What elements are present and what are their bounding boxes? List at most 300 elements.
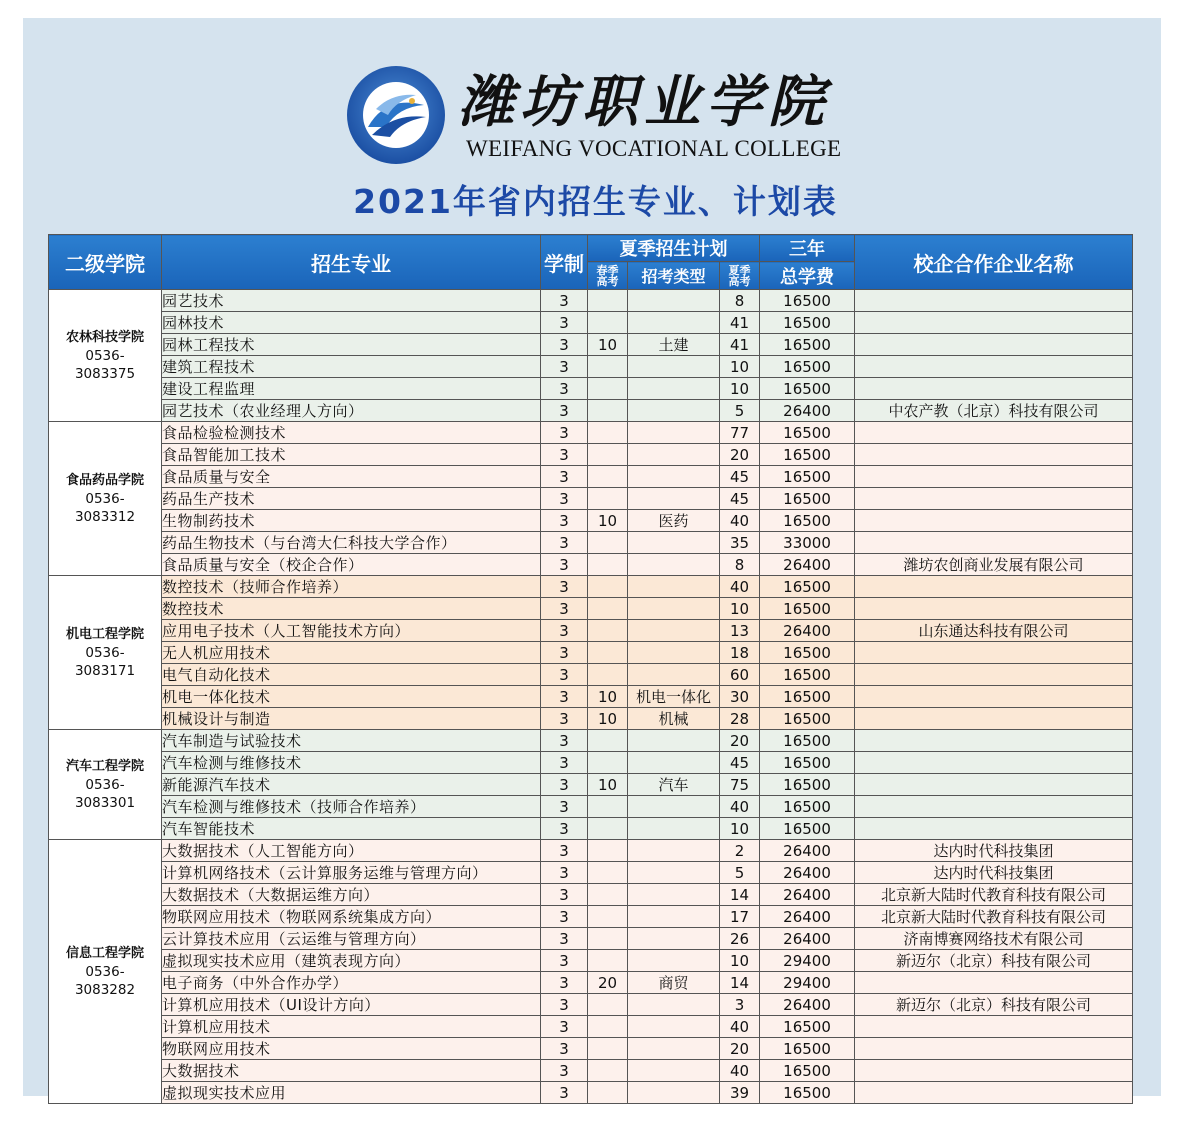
major-cell: 汽车检测与维修技术（技师合作培养） xyxy=(162,796,541,818)
summer-exam-cell: 26 xyxy=(720,928,760,950)
spring-exam-cell xyxy=(588,884,628,906)
exam-type-cell xyxy=(628,312,720,334)
table-row xyxy=(49,444,1133,466)
exam-type-cell xyxy=(628,554,720,576)
college-name: 食品药品学院 xyxy=(65,472,144,488)
duration-cell: 3 xyxy=(541,400,588,422)
exam-type-cell: 土建 xyxy=(628,334,720,356)
spring-exam-cell xyxy=(588,356,628,378)
fee-cell: 26400 xyxy=(760,994,855,1016)
table-header xyxy=(49,235,1133,290)
fee-cell: 16500 xyxy=(760,818,855,840)
spring-exam-cell: 10 xyxy=(588,708,628,730)
exam-type-cell xyxy=(628,1016,720,1038)
summer-exam-cell: 10 xyxy=(720,356,760,378)
partner-cell: 新迈尔（北京）科技有限公司 xyxy=(855,950,1133,972)
col-spring-exam-header: 春季高考 xyxy=(588,262,628,290)
fee-cell: 16500 xyxy=(760,1060,855,1082)
duration-cell: 3 xyxy=(541,730,588,752)
fee-cell: 26400 xyxy=(760,884,855,906)
col-summer-plan-header: 夏季招生计划 xyxy=(588,235,760,262)
exam-type-cell xyxy=(628,400,720,422)
summer-exam-cell: 10 xyxy=(720,598,760,620)
fee-cell: 29400 xyxy=(760,972,855,994)
duration-cell: 3 xyxy=(541,774,588,796)
table-row xyxy=(49,1060,1133,1082)
spring-exam-cell xyxy=(588,488,628,510)
major-cell: 计算机应用技术（UI设计方向） xyxy=(162,994,541,1016)
major-cell: 食品智能加工技术 xyxy=(162,444,541,466)
spring-exam-cell xyxy=(588,994,628,1016)
table-row xyxy=(49,400,1133,422)
partner-cell xyxy=(855,290,1133,312)
spring-exam-cell xyxy=(588,928,628,950)
table-row xyxy=(49,1016,1133,1038)
major-cell: 园林工程技术 xyxy=(162,334,541,356)
major-cell: 机电一体化技术 xyxy=(162,686,541,708)
college-name: 信息工程学院 xyxy=(65,945,144,961)
college-phone-number: 3083375 xyxy=(74,365,136,382)
exam-type-cell: 医药 xyxy=(628,510,720,532)
col-fee-header-line2: 总学费 xyxy=(760,262,855,290)
table-row xyxy=(49,686,1133,708)
duration-cell: 3 xyxy=(541,708,588,730)
col-major-header: 招生专业 xyxy=(162,235,541,290)
duration-cell: 3 xyxy=(541,554,588,576)
fee-cell: 26400 xyxy=(760,400,855,422)
spring-exam-cell: 10 xyxy=(588,334,628,356)
partner-cell: 潍坊农创商业发展有限公司 xyxy=(855,554,1133,576)
partner-cell xyxy=(855,356,1133,378)
major-cell: 电子商务（中外合作办学） xyxy=(162,972,541,994)
summer-exam-cell: 3 xyxy=(720,994,760,1016)
duration-cell: 3 xyxy=(541,950,588,972)
major-cell: 计算机应用技术 xyxy=(162,1016,541,1038)
summer-exam-cell: 40 xyxy=(720,796,760,818)
exam-type-cell xyxy=(628,994,720,1016)
duration-cell: 3 xyxy=(541,444,588,466)
exam-type-cell xyxy=(628,576,720,598)
major-cell: 汽车智能技术 xyxy=(162,818,541,840)
fee-cell: 26400 xyxy=(760,928,855,950)
fee-cell: 16500 xyxy=(760,488,855,510)
major-cell: 大数据技术（大数据运维方向） xyxy=(162,884,541,906)
exam-type-cell xyxy=(628,356,720,378)
spring-exam-cell xyxy=(588,730,628,752)
exam-type-cell: 机械 xyxy=(628,708,720,730)
major-cell: 园林技术 xyxy=(162,312,541,334)
table-row xyxy=(49,1038,1133,1060)
duration-cell: 3 xyxy=(541,312,588,334)
spring-exam-cell: 10 xyxy=(588,774,628,796)
table-row xyxy=(49,862,1133,884)
spring-exam-cell xyxy=(588,532,628,554)
summer-exam-cell: 18 xyxy=(720,642,760,664)
summer-exam-cell: 45 xyxy=(720,488,760,510)
summer-exam-cell: 40 xyxy=(720,576,760,598)
summer-exam-cell: 40 xyxy=(720,1060,760,1082)
partner-cell xyxy=(855,532,1133,554)
spring-exam-cell: 10 xyxy=(588,510,628,532)
fee-cell: 33000 xyxy=(760,532,855,554)
major-cell: 数控技术 xyxy=(162,598,541,620)
college-phone-number: 3083301 xyxy=(74,794,136,811)
spring-exam-cell xyxy=(588,1060,628,1082)
major-cell: 电气自动化技术 xyxy=(162,664,541,686)
partner-cell xyxy=(855,598,1133,620)
major-cell: 机械设计与制造 xyxy=(162,708,541,730)
college-phone-prefix: 0536- xyxy=(85,644,125,661)
fee-cell: 16500 xyxy=(760,774,855,796)
spring-exam-cell xyxy=(588,642,628,664)
summer-exam-cell: 10 xyxy=(720,818,760,840)
fee-cell: 16500 xyxy=(760,378,855,400)
exam-type-cell xyxy=(628,752,720,774)
table-row xyxy=(49,554,1133,576)
fee-cell: 16500 xyxy=(760,356,855,378)
college-cell xyxy=(49,422,162,576)
duration-cell: 3 xyxy=(541,620,588,642)
fee-cell: 16500 xyxy=(760,686,855,708)
major-cell: 物联网应用技术 xyxy=(162,1038,541,1060)
table-row xyxy=(49,840,1133,862)
duration-cell: 3 xyxy=(541,818,588,840)
table-row xyxy=(49,906,1133,928)
major-cell: 汽车制造与试验技术 xyxy=(162,730,541,752)
partner-cell xyxy=(855,422,1133,444)
col-exam-type-header: 招考类型 xyxy=(628,262,720,290)
fee-cell: 16500 xyxy=(760,598,855,620)
table-row xyxy=(49,290,1133,312)
college-phone-prefix: 0536- xyxy=(85,776,125,793)
summer-exam-cell: 40 xyxy=(720,510,760,532)
summer-exam-cell: 8 xyxy=(720,554,760,576)
summer-exam-cell: 41 xyxy=(720,312,760,334)
col-summer-exam-header: 夏季高考 xyxy=(720,262,760,290)
col-duration-header: 学制 xyxy=(541,235,588,290)
fee-cell: 16500 xyxy=(760,510,855,532)
spring-exam-cell xyxy=(588,466,628,488)
major-cell: 汽车检测与维修技术 xyxy=(162,752,541,774)
duration-cell: 3 xyxy=(541,972,588,994)
college-name: 机电工程学院 xyxy=(65,626,144,642)
col-fee-header-line1: 三年 xyxy=(760,235,855,262)
spring-exam-cell xyxy=(588,576,628,598)
fee-cell: 16500 xyxy=(760,334,855,356)
exam-type-cell xyxy=(628,444,720,466)
major-cell: 无人机应用技术 xyxy=(162,642,541,664)
exam-type-cell xyxy=(628,620,720,642)
partner-cell: 新迈尔（北京）科技有限公司 xyxy=(855,994,1133,1016)
summer-exam-cell: 35 xyxy=(720,532,760,554)
partner-cell xyxy=(855,752,1133,774)
duration-cell: 3 xyxy=(541,422,588,444)
partner-cell: 达内时代科技集团 xyxy=(855,840,1133,862)
summer-exam-cell: 5 xyxy=(720,862,760,884)
spring-exam-cell xyxy=(588,818,628,840)
fee-cell: 26400 xyxy=(760,906,855,928)
college-name-english: WEIFANG VOCATIONAL COLLEGE xyxy=(466,136,842,161)
table-row xyxy=(49,312,1133,334)
summer-exam-cell: 13 xyxy=(720,620,760,642)
exam-type-cell: 商贸 xyxy=(628,972,720,994)
enrollment-plan-table xyxy=(48,234,1133,1104)
duration-cell: 3 xyxy=(541,1038,588,1060)
summer-exam-cell: 10 xyxy=(720,950,760,972)
duration-cell: 3 xyxy=(541,466,588,488)
table-row xyxy=(49,818,1133,840)
exam-type-cell: 汽车 xyxy=(628,774,720,796)
spring-exam-cell xyxy=(588,1038,628,1060)
exam-type-cell xyxy=(628,906,720,928)
duration-cell: 3 xyxy=(541,488,588,510)
exam-type-cell xyxy=(628,290,720,312)
partner-cell xyxy=(855,774,1133,796)
exam-type-cell: 机电一体化 xyxy=(628,686,720,708)
major-cell: 计算机网络技术（云计算服务运维与管理方向） xyxy=(162,862,541,884)
spring-exam-cell xyxy=(588,554,628,576)
table-row xyxy=(49,620,1133,642)
college-cell xyxy=(49,576,162,730)
table-row xyxy=(49,950,1133,972)
table-body xyxy=(49,290,1133,1104)
college-phone-number: 3083282 xyxy=(74,981,136,998)
summer-exam-cell: 41 xyxy=(720,334,760,356)
table-row xyxy=(49,774,1133,796)
table-row xyxy=(49,664,1133,686)
summer-exam-cell: 30 xyxy=(720,686,760,708)
spring-exam-cell xyxy=(588,862,628,884)
college-phone-number: 3083312 xyxy=(74,508,136,525)
duration-cell: 3 xyxy=(541,884,588,906)
duration-cell: 3 xyxy=(541,686,588,708)
college-phone-number: 3083171 xyxy=(74,662,136,679)
college-logo-icon xyxy=(346,65,446,165)
summer-exam-cell: 20 xyxy=(720,730,760,752)
fee-cell: 16500 xyxy=(760,290,855,312)
fee-cell: 26400 xyxy=(760,840,855,862)
exam-type-cell xyxy=(628,642,720,664)
duration-cell: 3 xyxy=(541,1016,588,1038)
exam-type-cell xyxy=(628,884,720,906)
summer-exam-cell: 14 xyxy=(720,884,760,906)
fee-cell: 26400 xyxy=(760,620,855,642)
partner-cell xyxy=(855,686,1133,708)
fee-cell: 16500 xyxy=(760,576,855,598)
partner-cell xyxy=(855,642,1133,664)
duration-cell: 3 xyxy=(541,510,588,532)
major-cell: 虚拟现实技术应用 xyxy=(162,1082,541,1104)
summer-exam-cell: 75 xyxy=(720,774,760,796)
partner-cell xyxy=(855,730,1133,752)
college-name: 农林科技学院 xyxy=(65,329,144,345)
major-cell: 园艺技术 xyxy=(162,290,541,312)
document-title: 2021年省内招生专业、计划表 xyxy=(353,182,838,221)
table-row xyxy=(49,796,1133,818)
exam-type-cell xyxy=(628,532,720,554)
fee-cell: 16500 xyxy=(760,466,855,488)
partner-cell: 山东通达科技有限公司 xyxy=(855,620,1133,642)
spring-exam-cell xyxy=(588,796,628,818)
major-cell: 云计算技术应用（云运维与管理方向） xyxy=(162,928,541,950)
exam-type-cell xyxy=(628,1038,720,1060)
partner-cell: 北京新大陆时代教育科技有限公司 xyxy=(855,884,1133,906)
table-row xyxy=(49,1082,1133,1104)
table-row xyxy=(49,730,1133,752)
col-college-header: 二级学院 xyxy=(49,235,162,290)
duration-cell: 3 xyxy=(541,862,588,884)
exam-type-cell xyxy=(628,488,720,510)
exam-type-cell xyxy=(628,862,720,884)
college-phone-prefix: 0536- xyxy=(85,490,125,507)
summer-exam-cell: 8 xyxy=(720,290,760,312)
major-cell: 数控技术（技师合作培养） xyxy=(162,576,541,598)
fee-cell: 16500 xyxy=(760,1038,855,1060)
duration-cell: 3 xyxy=(541,840,588,862)
major-cell: 食品检验检测技术 xyxy=(162,422,541,444)
summer-exam-cell: 39 xyxy=(720,1082,760,1104)
spring-exam-cell xyxy=(588,950,628,972)
table-row xyxy=(49,708,1133,730)
duration-cell: 3 xyxy=(541,752,588,774)
college-cell xyxy=(49,730,162,840)
duration-cell: 3 xyxy=(541,1082,588,1104)
duration-cell: 3 xyxy=(541,796,588,818)
summer-exam-cell: 20 xyxy=(720,1038,760,1060)
partner-cell xyxy=(855,334,1133,356)
fee-cell: 16500 xyxy=(760,312,855,334)
college-name: 汽车工程学院 xyxy=(65,758,144,774)
fee-cell: 29400 xyxy=(760,950,855,972)
partner-cell xyxy=(855,818,1133,840)
college-cell xyxy=(49,290,162,422)
duration-cell: 3 xyxy=(541,1060,588,1082)
college-phone-prefix: 0536- xyxy=(85,347,125,364)
table-row xyxy=(49,466,1133,488)
duration-cell: 3 xyxy=(541,356,588,378)
duration-cell: 3 xyxy=(541,906,588,928)
partner-cell xyxy=(855,444,1133,466)
partner-cell: 达内时代科技集团 xyxy=(855,862,1133,884)
exam-type-cell xyxy=(628,840,720,862)
fee-cell: 16500 xyxy=(760,752,855,774)
spring-exam-cell xyxy=(588,444,628,466)
fee-cell: 26400 xyxy=(760,554,855,576)
duration-cell: 3 xyxy=(541,994,588,1016)
exam-type-cell xyxy=(628,664,720,686)
fee-cell: 16500 xyxy=(760,444,855,466)
table-row xyxy=(49,488,1133,510)
exam-type-cell xyxy=(628,818,720,840)
major-cell: 大数据技术（人工智能方向） xyxy=(162,840,541,862)
partner-cell: 北京新大陆时代教育科技有限公司 xyxy=(855,906,1133,928)
exam-type-cell xyxy=(628,1060,720,1082)
spring-exam-cell xyxy=(588,1016,628,1038)
spring-exam-cell xyxy=(588,400,628,422)
spring-exam-cell xyxy=(588,312,628,334)
partner-cell xyxy=(855,576,1133,598)
exam-type-cell xyxy=(628,598,720,620)
summer-exam-cell: 10 xyxy=(720,378,760,400)
partner-cell xyxy=(855,488,1133,510)
spring-exam-cell xyxy=(588,598,628,620)
summer-exam-cell: 45 xyxy=(720,752,760,774)
summer-exam-cell: 28 xyxy=(720,708,760,730)
major-cell: 虚拟现实技术应用（建筑表现方向） xyxy=(162,950,541,972)
table-row xyxy=(49,422,1133,444)
major-cell: 建设工程监理 xyxy=(162,378,541,400)
table-row xyxy=(49,576,1133,598)
partner-cell xyxy=(855,312,1133,334)
fee-cell: 16500 xyxy=(760,642,855,664)
exam-type-cell xyxy=(628,466,720,488)
major-cell: 药品生产技术 xyxy=(162,488,541,510)
partner-cell: 济南博赛网络技术有限公司 xyxy=(855,928,1133,950)
partner-cell xyxy=(855,664,1133,686)
exam-type-cell xyxy=(628,422,720,444)
table-row xyxy=(49,642,1133,664)
spring-exam-cell: 10 xyxy=(588,686,628,708)
duration-cell: 3 xyxy=(541,642,588,664)
summer-exam-cell: 40 xyxy=(720,1016,760,1038)
partner-cell xyxy=(855,708,1133,730)
college-phone-prefix: 0536- xyxy=(85,963,125,980)
major-cell: 食品质量与安全（校企合作） xyxy=(162,554,541,576)
exam-type-cell xyxy=(628,950,720,972)
partner-cell xyxy=(855,1038,1133,1060)
college-cell xyxy=(49,840,162,1104)
partner-cell: 中农产教（北京）科技有限公司 xyxy=(855,400,1133,422)
duration-cell: 3 xyxy=(541,664,588,686)
major-cell: 物联网应用技术（物联网系统集成方向） xyxy=(162,906,541,928)
table-row xyxy=(49,752,1133,774)
major-cell: 应用电子技术（人工智能技术方向） xyxy=(162,620,541,642)
spring-exam-cell xyxy=(588,906,628,928)
spring-exam-cell xyxy=(588,840,628,862)
partner-cell xyxy=(855,972,1133,994)
partner-cell xyxy=(855,1060,1133,1082)
duration-cell: 3 xyxy=(541,598,588,620)
table-row xyxy=(49,972,1133,994)
spring-exam-cell: 20 xyxy=(588,972,628,994)
table-row xyxy=(49,356,1133,378)
duration-cell: 3 xyxy=(541,532,588,554)
spring-exam-cell xyxy=(588,290,628,312)
major-cell: 建筑工程技术 xyxy=(162,356,541,378)
spring-exam-cell xyxy=(588,620,628,642)
table-row xyxy=(49,378,1133,400)
summer-exam-cell: 77 xyxy=(720,422,760,444)
spring-exam-cell xyxy=(588,422,628,444)
exam-type-cell xyxy=(628,796,720,818)
duration-cell: 3 xyxy=(541,576,588,598)
spring-exam-cell xyxy=(588,664,628,686)
exam-type-cell xyxy=(628,928,720,950)
duration-cell: 3 xyxy=(541,290,588,312)
table-row xyxy=(49,928,1133,950)
table-row xyxy=(49,598,1133,620)
table-row xyxy=(49,532,1133,554)
duration-cell: 3 xyxy=(541,378,588,400)
spring-exam-cell xyxy=(588,752,628,774)
summer-exam-cell: 60 xyxy=(720,664,760,686)
major-cell: 园艺技术（农业经理人方向） xyxy=(162,400,541,422)
summer-exam-cell: 45 xyxy=(720,466,760,488)
fee-cell: 16500 xyxy=(760,1016,855,1038)
partner-cell xyxy=(855,1082,1133,1104)
fee-cell: 26400 xyxy=(760,862,855,884)
col-partner-header: 校企合作企业名称 xyxy=(855,235,1133,290)
